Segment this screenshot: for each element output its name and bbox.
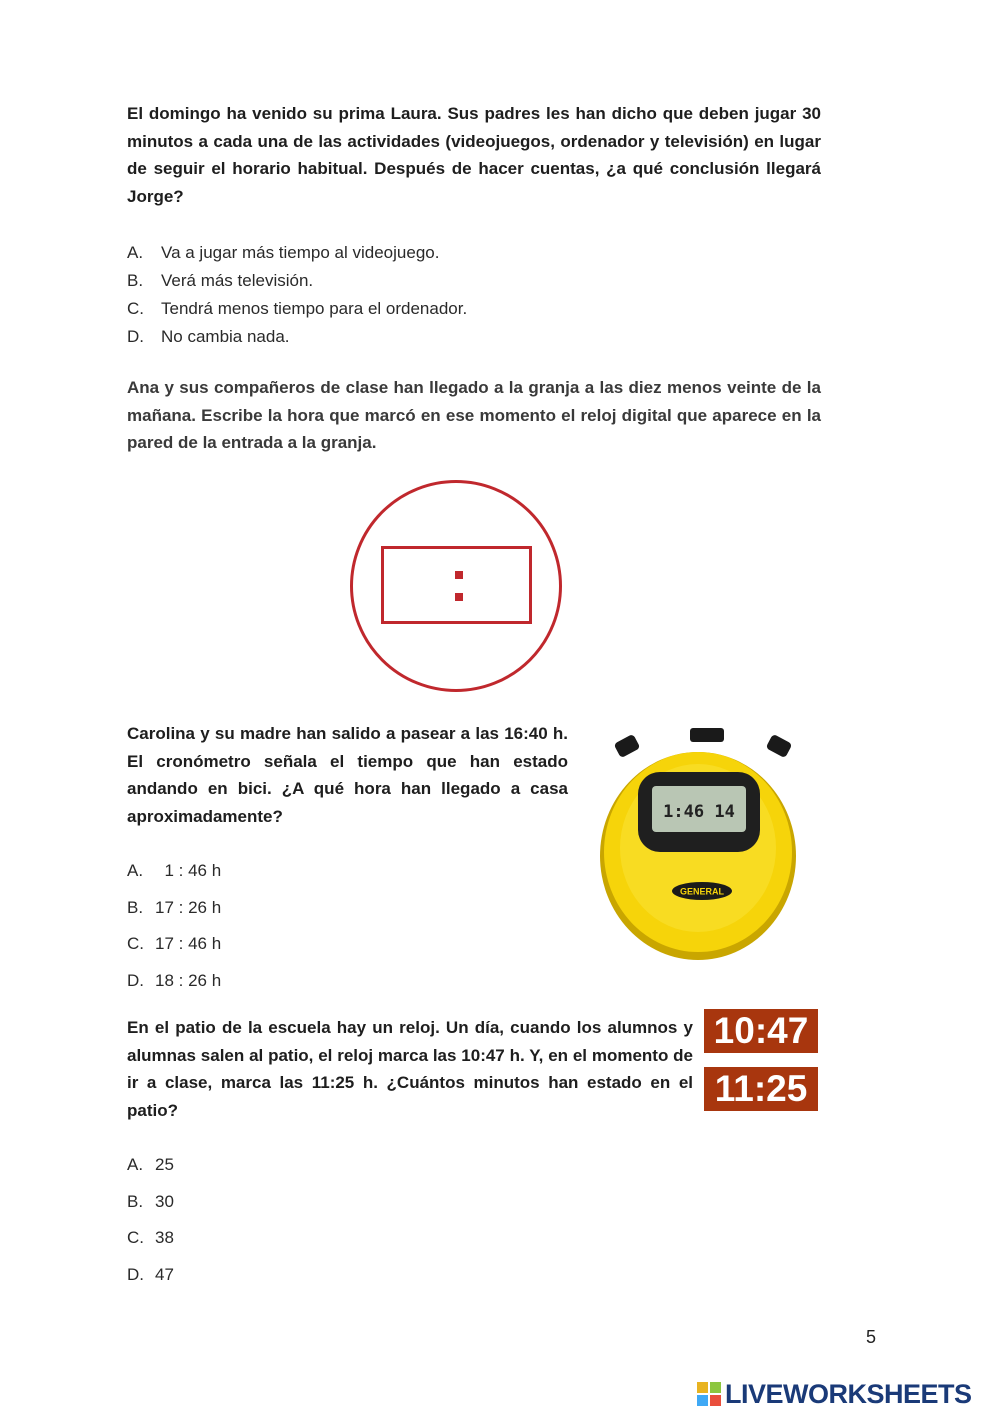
option-a[interactable] — [127, 1147, 174, 1184]
option-text: 1 : 46 h — [155, 861, 222, 880]
option-d[interactable] — [127, 323, 467, 351]
logo-block — [710, 1382, 721, 1393]
stopwatch-brand-text: GENERAL — [679, 886, 725, 897]
option-letter: B. — [127, 1191, 144, 1211]
logo-block — [697, 1382, 708, 1393]
option-text: Tendrá menos tiempo para el ordenador. — [161, 299, 468, 318]
question-1-options — [127, 239, 467, 351]
option-text: 17 : 46 h — [155, 934, 222, 953]
logo-block — [710, 1395, 721, 1406]
option-text: 18 : 26 h — [155, 970, 222, 990]
option-text: No cambia nada. — [161, 327, 290, 346]
logo-text: LIVEWORKSHEETS — [725, 1379, 972, 1409]
stopwatch-button-right — [766, 734, 793, 758]
option-text: 38 — [155, 1228, 174, 1247]
option-b[interactable] — [127, 267, 467, 295]
question-4-text: En el patio de la escuela hay un reloj. Un día, cuando los alumnos y alumnas salen al patio, el reloj marca las 10:47 h. Y, en el momento de ir a clase, marca las 11:25 h. ¿Cuántos minutos han estado en el patio? — [127, 1018, 693, 1120]
option-b[interactable] — [127, 1184, 174, 1221]
option-c[interactable] — [127, 295, 467, 323]
stopwatch-image — [582, 718, 814, 968]
option-b[interactable] — [127, 890, 221, 927]
option-a[interactable] — [127, 853, 221, 890]
question-3-options — [127, 853, 221, 999]
option-text: 30 — [155, 1191, 174, 1211]
option-c[interactable] — [127, 926, 221, 963]
logo-block — [697, 1395, 708, 1406]
option-letter: A. — [127, 243, 144, 262]
question-1-text: El domingo ha venido su prima Laura. Sus padres les han dicho que deben jugar 30 minutos a cada una de las actividades (videojuegos, ordenador y televisión) en lugar de seguir el horario habitual. Después de hacer cuentas, ¿a qué conclusión llegará Jorge? — [127, 104, 821, 206]
stopwatch-display-text: 1:46 14 — [663, 802, 735, 822]
clock-answer-box[interactable] — [381, 546, 532, 624]
option-letter: D. — [127, 970, 144, 990]
option-letter: D. — [127, 1264, 144, 1284]
colon-dot-bottom — [455, 593, 463, 601]
question-3-text: Carolina y su madre han salido a pasear a las 16:40 h. El cronómetro señala el tiempo que han estado andando en bici. ¿A qué hora han llegado a casa aproximadamente? — [127, 724, 568, 826]
stopwatch-button-left — [614, 734, 641, 758]
digital-clock-end: 11:25 — [704, 1067, 818, 1111]
option-letter: C. — [127, 1228, 144, 1247]
option-d[interactable] — [127, 1257, 174, 1294]
stopwatch-button-top — [690, 728, 724, 742]
option-letter: B. — [127, 897, 144, 917]
question-2-text: Ana y sus compañeros de clase han llegado a la granja a las diez menos veinte de la mañana. Escribe la hora que marcó en ese momento el reloj digital que aparece en la pared de la entrada a la granja. — [127, 378, 821, 452]
option-text: Va a jugar más tiempo al videojuego. — [161, 243, 440, 262]
option-text: 25 — [155, 1155, 174, 1174]
option-letter: A. — [127, 861, 144, 880]
option-text: 47 — [155, 1264, 174, 1284]
option-letter: C. — [127, 299, 144, 318]
logo-icon — [697, 1382, 721, 1406]
option-text: 17 : 26 h — [155, 897, 222, 917]
digital-clock-start: 10:47 — [704, 1009, 818, 1053]
option-text: Verá más televisión. — [161, 271, 314, 290]
option-c[interactable] — [127, 1220, 174, 1257]
option-letter: B. — [127, 271, 144, 290]
question-4-options — [127, 1147, 174, 1293]
colon-dot-top — [455, 571, 463, 579]
liveworksheets-logo[interactable] — [697, 1379, 972, 1409]
option-a[interactable] — [127, 239, 467, 267]
option-letter: A. — [127, 1155, 144, 1174]
page-number: 5 — [866, 1327, 877, 1347]
option-letter: C. — [127, 934, 144, 953]
option-letter: D. — [127, 327, 144, 346]
option-d[interactable] — [127, 963, 221, 1000]
